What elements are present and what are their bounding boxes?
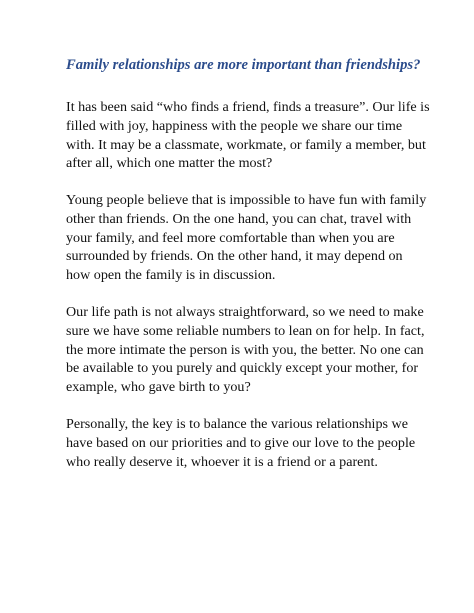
document-title: Family relationships are more important than friendships? bbox=[66, 57, 421, 73]
paragraph-line: the more intimate the person is with you, the better. No one can bbox=[66, 341, 424, 358]
paragraph-line: sure we have some reliable numbers to lean on for help. In fact, bbox=[66, 322, 425, 339]
paragraph-line: with. It may be a classmate, workmate, or family a member, but bbox=[66, 136, 426, 153]
paragraph-line: surrounded by friends. On the other hand, it may depend on bbox=[66, 248, 403, 265]
paragraph-3 bbox=[66, 303, 425, 397]
paragraph-line: have based on our priorities and to give our love to the people bbox=[66, 434, 416, 451]
paragraph-line: who really deserve it, whoever it is a friend or a parent. bbox=[66, 453, 378, 470]
paragraph-4 bbox=[66, 415, 416, 471]
paragraph-line: Our life path is not always straightforward, so we need to make bbox=[66, 304, 424, 320]
paragraph-line: Personally, the key is to balance the various relationships we bbox=[66, 416, 408, 432]
paragraph-2 bbox=[66, 191, 427, 285]
paragraph-1 bbox=[66, 98, 430, 173]
paragraph-line: how open the family is in discussion. bbox=[66, 267, 276, 284]
paragraph-line: after all, which one matter the most? bbox=[66, 155, 273, 172]
paragraph-line: filled with joy, happiness with the people we share our time bbox=[66, 117, 403, 134]
paragraph-line: other than friends. On the one hand, you can chat, travel with bbox=[66, 210, 412, 227]
paragraph-line: example, who gave birth to you? bbox=[66, 379, 251, 396]
paragraph-line: Young people believe that is impossible to have fun with family bbox=[66, 192, 427, 208]
paragraph-line: your family, and feel more comfortable than when you are bbox=[66, 229, 395, 246]
paragraph-line: be available to you purely and quickly except your mother, for bbox=[66, 360, 419, 377]
paragraph-line: It has been said “who finds a friend, finds a treasure”. Our life is bbox=[66, 99, 430, 115]
